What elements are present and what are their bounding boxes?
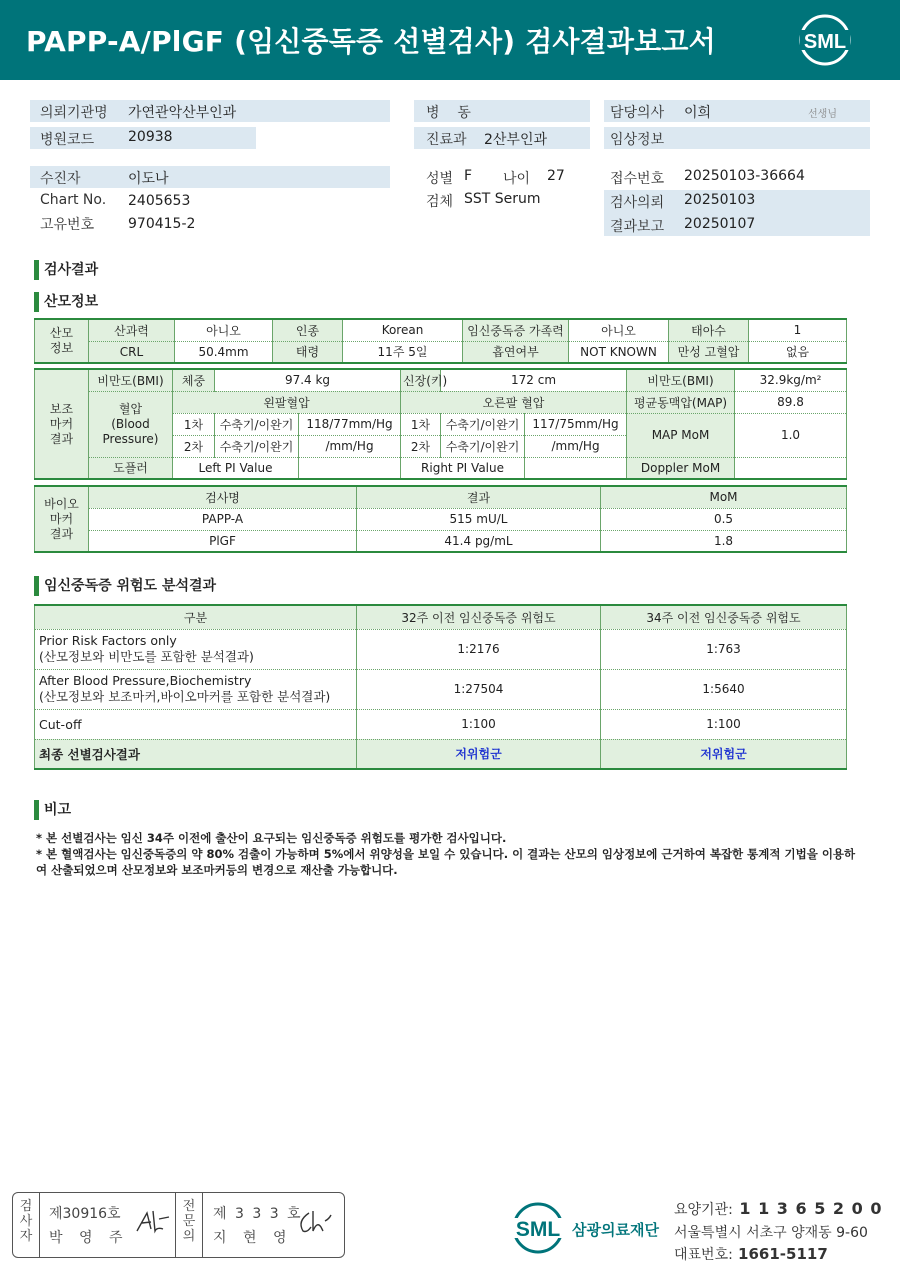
age-value: 27 <box>547 168 565 184</box>
table-row <box>35 739 847 769</box>
second-label-r: 2차 <box>401 435 441 457</box>
doppler-mom-label: Doppler MoM <box>627 457 735 479</box>
right-arm-label: 오른팔 혈압 <box>401 391 627 413</box>
maternal-info-table <box>34 318 847 364</box>
bmi-label-2: 비만도(BMI) <box>627 369 735 391</box>
cell: 만성 고혈압 <box>669 341 749 363</box>
bio-group-label: 바이오 마커 결과 <box>35 486 89 552</box>
ward-label: 병 동 <box>426 105 471 121</box>
doctor-value: 이희 <box>684 105 712 121</box>
bio-header-mom: MoM <box>601 486 847 508</box>
hospital-code-label: 병원코드 <box>40 132 95 148</box>
section-title-maternal: 산모정보 <box>34 292 98 312</box>
dept-label: 진료과 <box>426 132 467 148</box>
patient-label: 수진자 <box>40 171 81 187</box>
dept-value: 2산부인과 <box>484 132 548 148</box>
clinical-label: 임상정보 <box>610 132 665 148</box>
sys-dia-label: 수축기/이완기 <box>215 413 299 435</box>
biomarker-table <box>34 485 847 553</box>
bmi-value: 32.9kg/m² <box>735 369 847 391</box>
bio-result: 515 mU/L <box>357 508 601 530</box>
age-label: 나이 <box>503 171 531 187</box>
cell: Korean <box>343 319 463 341</box>
doctor-suffix: 선생님 <box>808 109 837 120</box>
right-bp-2: /mm/Hg <box>525 435 627 457</box>
section-title-risk: 임신중독증 위험도 분석결과 <box>34 576 216 596</box>
risk-header-34: 34주 이전 임신중독증 위험도 <box>601 605 847 629</box>
risk-header-32: 32주 이전 임신중독증 위험도 <box>357 605 601 629</box>
bio-name: PlGF <box>89 530 357 552</box>
section-title-results: 검사결과 <box>34 260 98 280</box>
institution-label: 의뢰기관명 <box>40 105 108 121</box>
cell: 태령 <box>273 341 343 363</box>
cell: 아니오 <box>569 319 669 341</box>
risk-row-sublabel: (산모정보와 비만도를 포함한 분석결과) <box>39 649 254 664</box>
sex-value: F <box>464 168 473 184</box>
weight-value: 97.4 kg <box>215 369 401 391</box>
request-value: 20250103 <box>684 192 756 208</box>
cell: 흡연여부 <box>463 341 569 363</box>
doppler-label: 도플러 <box>89 457 173 479</box>
svg-text:SML: SML <box>515 1218 561 1241</box>
aux-marker-table <box>34 368 847 480</box>
care-label: 요양기관: <box>674 1202 733 1218</box>
receipt-label: 접수번호 <box>610 171 665 187</box>
care-institution <box>674 1199 882 1219</box>
section-title-remarks: 비고 <box>34 800 71 820</box>
table-row <box>35 508 847 530</box>
risk-value-32: 1:2176 <box>357 629 601 669</box>
left-arm-label: 왼팔혈압 <box>173 391 401 413</box>
risk-row-label: Prior Risk Factors only <box>39 633 177 648</box>
care-value: 1 1 3 6 5 2 0 0 <box>732 1199 883 1218</box>
bio-name: PAPP-A <box>89 508 357 530</box>
chart-label: Chart No. <box>40 192 107 208</box>
inspector-name: 박 영 주 <box>49 1230 129 1246</box>
sys-dia-label-2: 수축기/이완기 <box>215 435 299 457</box>
cell: 산과력 <box>89 319 175 341</box>
right-pi-value <box>525 457 627 479</box>
map-mom-value: 1.0 <box>735 413 847 457</box>
institution-value: 가연관악산부인과 <box>128 105 237 121</box>
report-date-label: 결과보고 <box>610 219 665 235</box>
map-value: 89.8 <box>735 391 847 413</box>
hospital-code-value: 20938 <box>128 129 173 145</box>
cell: 태아수 <box>669 319 749 341</box>
cell: 50.4mm <box>175 341 273 363</box>
weight-label: 체중 <box>173 369 215 391</box>
aux-group-label: 보조 마커 결과 <box>35 369 89 479</box>
table-row <box>35 629 847 669</box>
specimen-value: SST Serum <box>464 191 541 207</box>
specialist-signature-icon <box>295 1207 335 1237</box>
right-bp-1: 117/75mm/Hg <box>525 413 627 435</box>
risk-value-34: 1:100 <box>601 709 847 739</box>
phone-label: 대표번호: <box>674 1247 733 1263</box>
sml-footer-logo-icon <box>510 1198 570 1256</box>
left-bp-2: /mm/Hg <box>299 435 401 457</box>
org-name: 삼광의료재단 <box>572 1221 659 1239</box>
cell: 11주 5일 <box>343 341 463 363</box>
risk-row-label: Cut-off <box>35 709 357 739</box>
final-result-label: 최종 선별검사결과 <box>35 739 357 769</box>
first-label-r: 1차 <box>401 413 441 435</box>
inspector-license: 제30916호 <box>49 1206 121 1222</box>
map-label: 평균동맥압(MAP) <box>627 391 735 413</box>
bmi-label: 비만도(BMI) <box>89 369 173 391</box>
maternal-group-label: 산모 정보 <box>35 319 89 363</box>
table-row <box>35 709 847 739</box>
risk-header-category: 구분 <box>35 605 357 629</box>
patient-value: 이도나 <box>128 171 169 187</box>
request-label: 검사의뢰 <box>610 195 665 211</box>
signature-box <box>12 1192 345 1258</box>
first-label: 1차 <box>173 413 215 435</box>
doppler-mom-value <box>735 457 847 479</box>
left-pi-label: Left PI Value <box>173 457 299 479</box>
sys-dia-label-r: 수축기/이완기 <box>441 413 525 435</box>
report-header <box>0 0 900 80</box>
inspector-vertical-label: 검 사 자 <box>19 1199 33 1244</box>
height-label: 신장(키) <box>401 369 441 391</box>
bp-label: 혈압 (Blood Pressure) <box>89 391 173 457</box>
phone-value: 1661-5117 <box>732 1245 828 1263</box>
specialist-vertical-label: 전 문 의 <box>182 1199 196 1244</box>
cell: 아니오 <box>175 319 273 341</box>
svg-text:SML: SML <box>803 31 847 53</box>
sex-label: 성별 <box>426 171 454 187</box>
remark-line-1: * 본 선별검사는 임신 34주 이전에 출산이 요구되는 임신중독증 위험도를 평가한 검사입니다. <box>36 831 507 845</box>
cell: NOT KNOWN <box>569 341 669 363</box>
second-label: 2차 <box>173 435 215 457</box>
cell: 1 <box>749 319 847 341</box>
risk-table <box>34 604 847 770</box>
doctor-label: 담당의사 <box>610 105 665 121</box>
bio-result: 41.4 pg/mL <box>357 530 601 552</box>
report-date-value: 20250107 <box>684 216 756 232</box>
bio-header-result: 결과 <box>357 486 601 508</box>
risk-row-label: After Blood Pressure,Biochemistry <box>39 673 252 688</box>
risk-value-34: 1:763 <box>601 629 847 669</box>
cell: 임신중독증 가족력 <box>463 319 569 341</box>
table-row <box>35 669 847 709</box>
sml-logo-icon <box>790 12 860 68</box>
cell: 인종 <box>273 319 343 341</box>
uid-label: 고유번호 <box>40 217 95 233</box>
cell: 없음 <box>749 341 847 363</box>
final-result-32: 저위험군 <box>357 739 601 769</box>
final-result-34: 저위험군 <box>601 739 847 769</box>
right-pi-label: Right PI Value <box>401 457 525 479</box>
phone <box>674 1244 828 1264</box>
risk-value-34: 1:5640 <box>601 669 847 709</box>
chart-value: 2405653 <box>128 193 191 209</box>
risk-row-sublabel: (산모정보와 보조마커,바이오마커를 포함한 분석결과) <box>39 689 331 704</box>
inspector-signature-icon <box>133 1207 173 1237</box>
address: 서울특별시 서초구 양재동 9-60 <box>674 1225 868 1241</box>
sys-dia-label-r2: 수축기/이완기 <box>441 435 525 457</box>
table-row <box>35 530 847 552</box>
specialist-name: 지 현 영 <box>213 1230 293 1246</box>
report-title: PAPP-A/PlGF (임신중독증 선별검사) 검사결과보고서 <box>26 25 716 58</box>
bio-mom: 1.8 <box>601 530 847 552</box>
left-pi-value <box>299 457 401 479</box>
bio-header-name: 검사명 <box>89 486 357 508</box>
map-mom-label: MAP MoM <box>627 413 735 457</box>
left-bp-1: 118/77mm/Hg <box>299 413 401 435</box>
uid-value: 970415-2 <box>128 216 196 232</box>
cell: CRL <box>89 341 175 363</box>
specialist-license: 제 3 3 3 호 <box>213 1206 303 1222</box>
bio-mom: 0.5 <box>601 508 847 530</box>
risk-value-32: 1:27504 <box>357 669 601 709</box>
height-value: 172 cm <box>441 369 627 391</box>
specimen-label: 검체 <box>426 194 454 210</box>
remark-line-2: * 본 혈액검사는 임신중독증의 약 80% 검출이 가능하며 5%에서 위양성을 보일 수 있습니다. 이 결과는 산모의 임상정보에 근거하여 복잡한 통계적 기법을 이용하여 산출되었으며 산모정보와 보조마커등의 변경으로 재산출 가능합니다. <box>36 847 856 877</box>
receipt-value: 20250103-36664 <box>684 168 805 184</box>
risk-value-32: 1:100 <box>357 709 601 739</box>
